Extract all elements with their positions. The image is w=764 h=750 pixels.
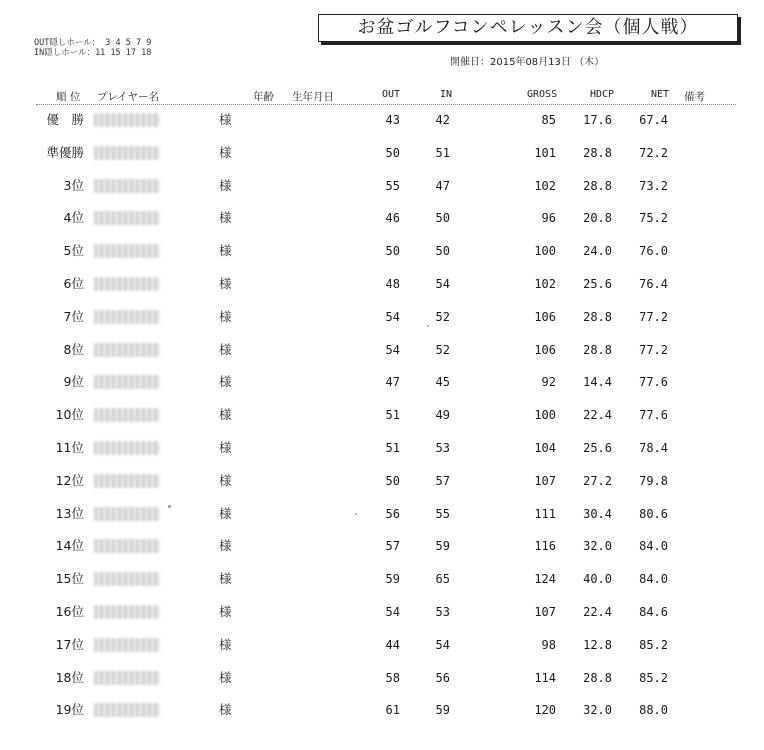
gross-score-cell: 107	[534, 605, 556, 619]
honorific-cell: 様	[219, 505, 232, 521]
out-score-cell: 61	[385, 703, 400, 718]
player-name-redacted	[94, 408, 160, 422]
gross-score-cell: 124	[534, 572, 556, 587]
player-name-redacted	[94, 703, 160, 717]
gross-score-cell: 106	[534, 342, 556, 357]
player-name-redacted	[94, 277, 160, 291]
net-score-cell: 77.2	[639, 309, 668, 324]
rank-cell: 5位	[63, 243, 84, 259]
table-row	[0, 602, 764, 622]
honorific-cell: 様	[219, 604, 232, 619]
table-row	[0, 274, 764, 294]
net-score-cell: 80.6	[639, 506, 668, 521]
out-score-cell: 56	[385, 506, 400, 521]
honorific-cell: 様	[219, 472, 232, 488]
honorific-cell: 様	[219, 702, 232, 718]
header-out: OUT	[382, 89, 401, 100]
rank-cell: 6位	[63, 276, 84, 291]
rank-cell: 19位	[55, 702, 84, 718]
in-score-cell: 52	[435, 342, 450, 357]
scan-speck	[427, 325, 429, 327]
honorific-cell: 様	[219, 440, 232, 455]
out-score-cell: 50	[385, 473, 400, 488]
rank-cell: 3位	[63, 177, 84, 193]
table-row	[0, 208, 764, 228]
out-score-cell: 50	[385, 145, 400, 160]
gross-score-cell: 100	[534, 408, 556, 423]
out-score-cell: 44	[385, 637, 400, 652]
rank-cell: 17位	[55, 636, 84, 652]
out-score-cell: 46	[385, 211, 400, 226]
header-net: NET	[651, 89, 670, 100]
player-name-redacted	[94, 113, 160, 127]
player-name-redacted	[94, 638, 160, 652]
net-score-cell: 85.2	[639, 670, 668, 685]
table-row	[0, 143, 764, 163]
handicap-cell: 25.6	[583, 277, 612, 291]
handicap-cell: 30.4	[583, 506, 612, 521]
player-name-redacted	[94, 474, 160, 488]
gross-score-cell: 98	[541, 637, 556, 652]
gross-score-cell: 107	[534, 473, 556, 488]
honorific-cell: 様	[219, 669, 232, 685]
gross-score-cell: 102	[534, 178, 556, 193]
table-row	[0, 241, 764, 261]
player-name-redacted	[94, 605, 160, 619]
gross-score-cell: 106	[534, 309, 556, 324]
hidden-holes-in: IN隠しホール：11 15 17 18	[34, 48, 152, 58]
rank-cell: 13位	[55, 505, 84, 521]
out-score-cell: 51	[385, 408, 400, 423]
player-name-redacted	[94, 375, 160, 389]
handicap-cell: 28.8	[583, 342, 612, 357]
table-row	[0, 700, 764, 720]
table-row	[0, 405, 764, 425]
gross-score-cell: 114	[534, 670, 556, 685]
rank-cell: 4位	[63, 210, 84, 226]
honorific-cell: 様	[219, 144, 232, 160]
handicap-cell: 28.8	[583, 145, 612, 160]
in-score-cell: 54	[435, 277, 450, 291]
net-score-cell: 78.4	[639, 441, 668, 455]
net-score-cell: 77.6	[639, 375, 668, 390]
handicap-cell: 27.2	[583, 473, 612, 488]
handicap-cell: 40.0	[583, 572, 612, 587]
player-name-redacted	[94, 441, 160, 455]
honorific-cell: 様	[219, 308, 232, 324]
in-score-cell: 53	[435, 605, 450, 619]
handicap-cell: 20.8	[583, 211, 612, 226]
net-score-cell: 84.0	[639, 539, 668, 554]
honorific-cell: 様	[219, 112, 232, 127]
table-row	[0, 176, 764, 196]
in-score-cell: 50	[435, 211, 450, 226]
table-row	[0, 340, 764, 360]
in-score-cell: 56	[435, 670, 450, 685]
net-score-cell: 85.2	[639, 637, 668, 652]
table-row	[0, 635, 764, 655]
handicap-cell: 22.4	[583, 605, 612, 619]
in-score-cell: 51	[435, 145, 450, 160]
net-score-cell: 77.6	[639, 408, 668, 423]
in-score-cell: 59	[435, 539, 450, 554]
rank-cell: 7位	[63, 308, 84, 324]
scan-speck	[355, 513, 357, 515]
header-age: 年齢	[253, 91, 274, 103]
out-score-cell: 55	[385, 178, 400, 193]
player-name-redacted	[94, 179, 160, 193]
net-score-cell: 84.0	[639, 572, 668, 587]
handicap-cell: 28.8	[583, 178, 612, 193]
player-name-redacted	[94, 211, 160, 225]
in-score-cell: 65	[435, 572, 450, 587]
out-score-cell: 48	[385, 277, 400, 291]
honorific-cell: 様	[219, 538, 232, 554]
player-name-redacted	[94, 310, 160, 324]
in-score-cell: 52	[435, 309, 450, 324]
gross-score-cell: 102	[534, 277, 556, 291]
player-name-redacted	[94, 507, 160, 521]
player-name-redacted	[94, 671, 160, 685]
rank-cell: 15位	[55, 571, 84, 587]
net-score-cell: 72.2	[639, 145, 668, 160]
scan-speck	[168, 505, 171, 508]
out-score-cell: 50	[385, 244, 400, 259]
honorific-cell: 様	[219, 407, 232, 423]
rank-cell: 10位	[55, 407, 84, 423]
honorific-cell: 様	[219, 571, 232, 587]
table-row	[0, 471, 764, 491]
out-score-cell: 43	[385, 113, 400, 127]
gross-score-cell: 120	[534, 703, 556, 718]
net-score-cell: 79.8	[639, 473, 668, 488]
gross-score-cell: 104	[534, 441, 556, 455]
in-score-cell: 49	[435, 408, 450, 423]
rank-cell: 14位	[55, 538, 84, 554]
table-row	[0, 668, 764, 688]
header-birthday: 生年月日	[292, 91, 334, 103]
rank-cell: 準優勝	[46, 144, 84, 160]
table-row	[0, 569, 764, 589]
header-remarks: 備考	[684, 91, 705, 103]
in-score-cell: 45	[435, 375, 450, 390]
header-gross: GROSS	[527, 89, 558, 100]
handicap-cell: 32.0	[583, 539, 612, 554]
net-score-cell: 73.2	[639, 178, 668, 193]
header-divider	[36, 104, 736, 105]
handicap-cell: 25.6	[583, 441, 612, 455]
handicap-cell: 24.0	[583, 244, 612, 259]
out-score-cell: 58	[385, 670, 400, 685]
handicap-cell: 12.8	[583, 637, 612, 652]
player-name-redacted	[94, 572, 160, 586]
rank-cell: 11位	[55, 440, 84, 455]
net-score-cell: 77.2	[639, 342, 668, 357]
in-score-cell: 59	[435, 703, 450, 718]
header-hdcp: HDCP	[590, 89, 615, 100]
rank-cell: 18位	[55, 669, 84, 685]
honorific-cell: 様	[219, 374, 232, 390]
header-in: IN	[440, 89, 453, 100]
net-score-cell: 67.4	[639, 113, 668, 127]
out-score-cell: 57	[385, 539, 400, 554]
player-name-redacted	[94, 244, 160, 258]
rank-cell: 12位	[55, 472, 84, 488]
out-score-cell: 54	[385, 605, 400, 619]
out-score-cell: 51	[385, 441, 400, 455]
table-row	[0, 307, 764, 327]
out-score-cell: 59	[385, 572, 400, 587]
honorific-cell: 様	[219, 177, 232, 193]
honorific-cell: 様	[219, 636, 232, 652]
table-row	[0, 536, 764, 556]
net-score-cell: 76.4	[639, 277, 668, 291]
out-score-cell: 47	[385, 375, 400, 390]
gross-score-cell: 100	[534, 244, 556, 259]
out-score-cell: 54	[385, 309, 400, 324]
in-score-cell: 53	[435, 441, 450, 455]
handicap-cell: 22.4	[583, 408, 612, 423]
handicap-cell: 32.0	[583, 703, 612, 718]
in-score-cell: 54	[435, 637, 450, 652]
table-row	[0, 504, 764, 524]
handicap-cell: 28.8	[583, 309, 612, 324]
document-title: お盆ゴルフコンペレッスン会（個人戦）	[318, 14, 738, 42]
header-player: プレイヤー名	[97, 91, 160, 103]
player-name-redacted	[94, 343, 160, 357]
honorific-cell: 様	[219, 210, 232, 226]
hidden-holes-out: OUT隠しホール： 3 4 5 7 9	[34, 38, 152, 48]
net-score-cell: 75.2	[639, 211, 668, 226]
honorific-cell: 様	[219, 243, 232, 259]
honorific-cell: 様	[219, 341, 232, 357]
rank-cell: 16位	[55, 604, 84, 619]
handicap-cell: 17.6	[583, 113, 612, 127]
player-name-redacted	[94, 146, 160, 160]
gross-score-cell: 96	[541, 211, 556, 226]
handicap-cell: 28.8	[583, 670, 612, 685]
in-score-cell: 55	[435, 506, 450, 521]
net-score-cell: 76.0	[639, 244, 668, 259]
net-score-cell: 88.0	[639, 703, 668, 718]
table-row	[0, 110, 764, 130]
out-score-cell: 54	[385, 342, 400, 357]
table-row	[0, 372, 764, 392]
in-score-cell: 57	[435, 473, 450, 488]
gross-score-cell: 111	[534, 506, 556, 521]
table-row	[0, 438, 764, 458]
rank-cell: 8位	[63, 341, 84, 357]
net-score-cell: 84.6	[639, 605, 668, 619]
header-rank: 順 位	[56, 91, 81, 103]
gross-score-cell: 85	[541, 113, 556, 127]
rank-cell: 優 勝	[46, 112, 84, 127]
in-score-cell: 42	[435, 113, 450, 127]
gross-score-cell: 101	[534, 145, 556, 160]
gross-score-cell: 116	[534, 539, 556, 554]
in-score-cell: 47	[435, 178, 450, 193]
gross-score-cell: 92	[541, 375, 556, 390]
honorific-cell: 様	[219, 276, 232, 291]
in-score-cell: 50	[435, 244, 450, 259]
event-date: 開催日：2015年08月13日 （木）	[450, 57, 605, 68]
handicap-cell: 14.4	[583, 375, 612, 390]
player-name-redacted	[94, 539, 160, 553]
rank-cell: 9位	[63, 374, 84, 390]
